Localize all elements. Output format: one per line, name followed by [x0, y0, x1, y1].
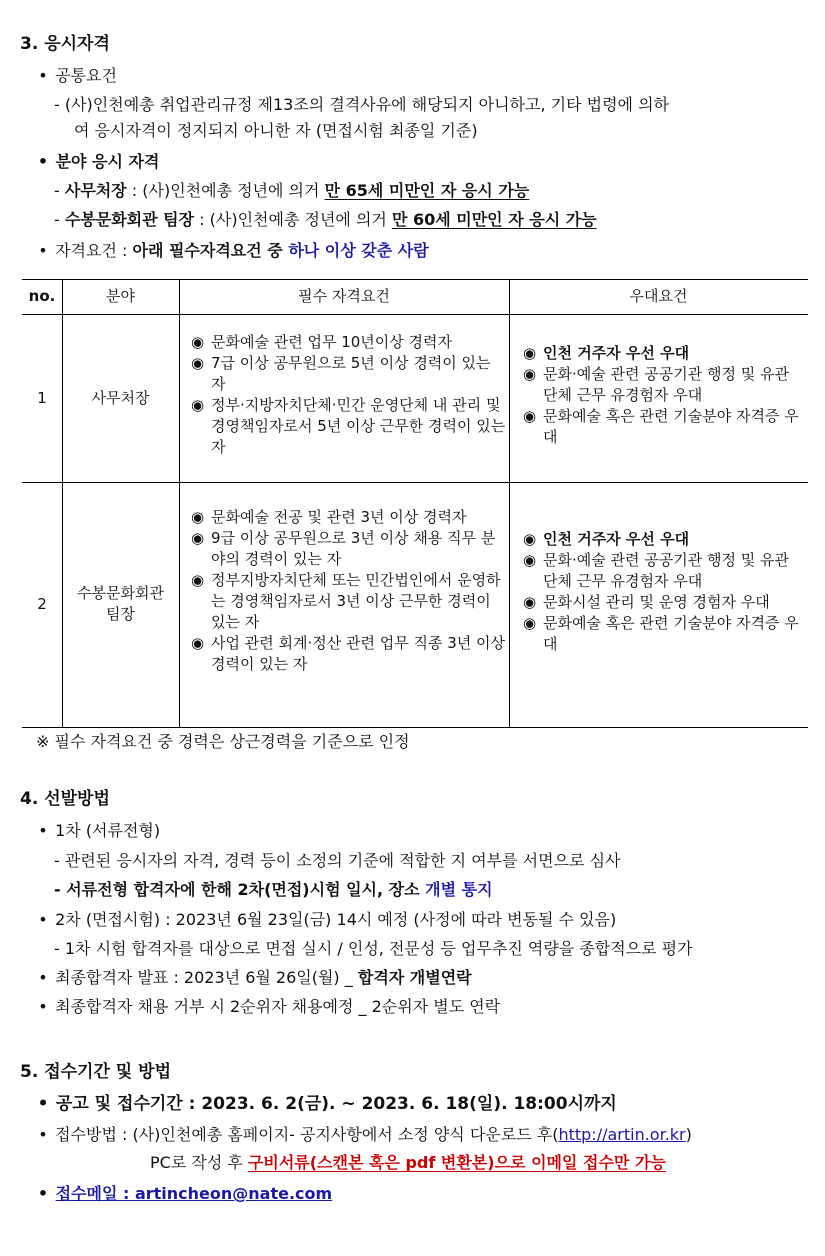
list-item: ◉ 9급 이상 공무원으로 3년 이상 채용 직무 분야의 경력이 있는 자 [191, 529, 496, 568]
radio-bullet-icon: ◉ [523, 365, 537, 383]
email-link[interactable]: 접수메일 : artincheon@nate.com [55, 1184, 333, 1203]
common-line-2: 여 응시자격이 정지되지 아니한 자 (면접시험 최종일 기준) [74, 121, 478, 140]
list-item: ◉ 인천 거주자 우선 우대 [523, 530, 690, 548]
row-1-preferred [523, 343, 805, 448]
list-item: ◉ 정부·지방자치단체·민간 운영단체 내 관리 및 경영책임자로서 5년 이상 근무한 경력이 있는 자 [191, 396, 506, 456]
field-2-name: 수봉문화회관 팀장 [64, 210, 195, 229]
list-item: ◉ 정부지방자치단체 또는 민간법인에서 운영하는 경영책임자로서 3년 이상 근무한 경력이 있는 자 [191, 571, 501, 631]
list-item: ◉ 문화예술 전공 및 관련 3년 이상 경력자 [191, 508, 467, 526]
field-1-name: 사무처장 [64, 181, 127, 200]
refuse-note: • 최종합격자 채용 거부 시 2순위자 채용예정 _ 2순위자 별도 연락 [36, 996, 500, 1018]
field-2-text: : (사)인천예총 정년에 의거 [194, 210, 392, 229]
method-line-2: PC로 작성 후 구비서류(스캔본 혹은 pdf 변환본)으로 이메일 접수만 가능 [150, 1153, 666, 1172]
first-line-2: - 서류전형 합격자에 한해 2차(면접)시험 일시, 장소 개별 통지 [54, 880, 493, 899]
list-item: ◉ 문화·예술 관련 공공기관 행정 및 유관 단체 근무 유경험자 우대 [523, 551, 789, 590]
common-label: 공통요건 [55, 66, 117, 85]
radio-bullet-icon: ◉ [191, 634, 205, 652]
first-round [36, 820, 160, 842]
radio-bullet-icon: ◉ [191, 396, 205, 414]
row-1-no: 1 [37, 389, 47, 407]
radio-bullet-icon: ◉ [523, 530, 537, 548]
radio-bullet-icon: ◉ [523, 407, 537, 425]
bullet-icon: • [38, 66, 48, 85]
bullet-icon: • [38, 997, 48, 1016]
row-1-required [191, 332, 506, 458]
radio-bullet-icon: ◉ [191, 571, 205, 589]
row-2-required [191, 507, 506, 675]
bullet-icon: • [38, 968, 48, 987]
second-round [36, 909, 616, 931]
radio-bullet-icon: ◉ [191, 508, 205, 526]
second-line-1: - 1차 시험 합격자를 대상으로 면접 실시 / 인성, 전문성 등 업무추진 역량을 종합적으로 평가 [54, 939, 693, 958]
row-1-field: 사무처장 [91, 389, 150, 407]
field-requirement [36, 151, 159, 173]
list-item: ◉ 7급 이상 공무원으로 5년 이상 경력이 있는 자 [191, 354, 491, 393]
homepage-link[interactable]: http://artin.or.kr [558, 1125, 686, 1144]
common-line-1: - (사)인천예총 취업관리규정 제13조의 결격사유에 해당되지 아니하고, 기타 법령에 의하 [54, 95, 669, 114]
qual-blue: 하나 이상 갖춘 사람 [288, 241, 429, 260]
radio-bullet-icon: ◉ [191, 333, 205, 351]
section-3-title: 3. 응시자격 [20, 34, 110, 54]
field-1-text: : (사)인천예총 정년에 의거 [126, 181, 325, 200]
field-1-emph: 만 65세 미만인 자 응시 가능 [324, 181, 530, 200]
method: • 접수방법 : (사)인천예총 홈페이지- 공지사항에서 소정 양식 다운로드 후(http://artin.or.kr) [36, 1124, 692, 1146]
field-label: 분야 응시 자격 [55, 152, 160, 171]
section-4-title: 4. 선발방법 [20, 789, 110, 809]
list-item: ◉ 사업 관련 회계·정산 관련 업무 직종 3년 이상 경력이 있는 자 [191, 634, 506, 673]
second-label: 2차 (면접시험) : 2023년 6월 23일(금) 14시 예정 (사정에 따라 변동될 수 있음) [55, 910, 617, 929]
qual-label: 자격요건 : [55, 241, 133, 260]
header-required: 필수 자격요건 [298, 287, 390, 305]
field-2-emph: 만 60세 미만인 자 응시 가능 [391, 210, 597, 229]
header-preferred: 우대요건 [629, 287, 688, 305]
list-item: ◉ 문화예술 혹은 관련 기술분야 자격증 우대 [523, 407, 799, 446]
radio-bullet-icon: ◉ [523, 614, 537, 632]
list-item: ◉ 문화예술 혹은 관련 기술분야 자격증 우대 [523, 614, 799, 653]
period: • 공고 및 접수기간 : 2023. 6. 2(금). ~ 2023. 6. 18(일). 18:00시까지 [37, 1094, 617, 1114]
email [36, 1183, 332, 1205]
row-2-field: 수봉문화회관 팀장 [77, 584, 164, 623]
qual-bold: 아래 필수자격요건 중 [132, 241, 289, 260]
qualification [36, 240, 429, 262]
radio-bullet-icon: ◉ [523, 551, 537, 569]
radio-bullet-icon: ◉ [523, 593, 537, 611]
header-no: no. [28, 287, 56, 305]
row-2-preferred [523, 529, 805, 655]
bullet-icon: • [38, 1125, 48, 1144]
bullet-icon: • [38, 910, 48, 929]
bullet-icon: • [38, 241, 48, 260]
radio-bullet-icon: ◉ [191, 529, 205, 547]
list-item: ◉ 문화시설 관리 및 운영 경험자 우대 [523, 593, 770, 611]
list-item: ◉ 문화예술 관련 업무 10년이상 경력자 [191, 333, 453, 351]
radio-bullet-icon: ◉ [191, 354, 205, 372]
radio-bullet-icon: ◉ [523, 344, 537, 362]
bullet-icon: • [38, 821, 48, 840]
first-label: 1차 (서류전형) [55, 821, 161, 840]
section-5-title: 5. 접수기간 및 방법 [20, 1062, 171, 1082]
field-2: - 수봉문화회관 팀장 : (사)인천예총 정년에 의거 만 60세 미만인 자 응시 가능 [54, 210, 597, 229]
list-item: ◉ 문화·예술 관련 공공기관 행정 및 유관 단체 근무 유경험자 우대 [523, 365, 789, 404]
first-line-1: - 관련된 응시자의 자격, 경력 등이 소정의 기준에 적합한 지 여부를 서면으로 심사 [54, 851, 621, 870]
header-field: 분야 [106, 287, 135, 305]
bullet-icon: • [37, 1094, 49, 1114]
row-2-no: 2 [37, 595, 47, 613]
bullet-icon: • [37, 1184, 49, 1203]
bullet-icon: • [37, 152, 49, 171]
final-announce: • 최종합격자 발표 : 2023년 6월 26일(월) _ 합격자 개별연락 [36, 967, 472, 989]
field-1: - 사무처장 : (사)인천예총 정년에 의거 만 65세 미만인 자 응시 가능 [54, 181, 530, 200]
common-requirement [36, 65, 117, 87]
table-note: ※ 필수 자격요건 중 경력은 상근경력을 기준으로 인정 [36, 732, 410, 751]
list-item: ◉ 인천 거주자 우선 우대 [523, 344, 690, 362]
